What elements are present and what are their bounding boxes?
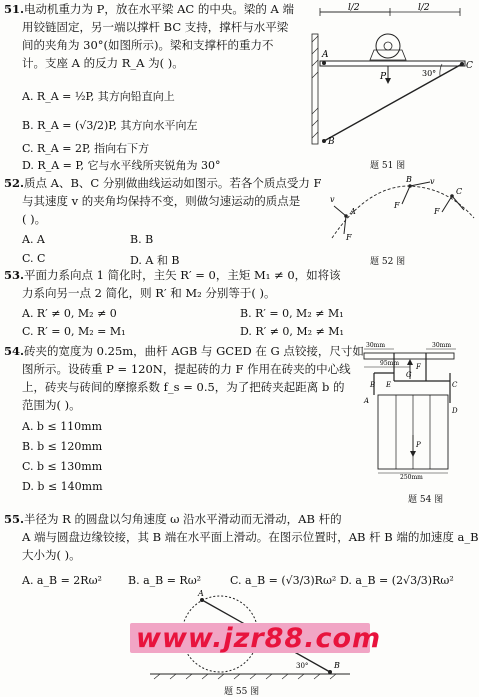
- fig51-label-angle: 30°: [422, 69, 437, 78]
- q51-option-d: D. R_A = P, 它与水平线所夹锐角为 30°: [22, 159, 221, 172]
- fig54-dim-1: 30mm: [366, 342, 386, 349]
- fig54-dim-3: 95mm: [380, 360, 400, 367]
- q54-number: 54.: [4, 344, 25, 358]
- fig52-label-f3: F: [434, 207, 440, 216]
- fig52-label-v2: v: [430, 177, 435, 186]
- fig54-caption: 题 54 图: [408, 495, 444, 505]
- q54-option-a: A. b ≤ 110mm: [22, 420, 103, 433]
- q51-option-b: B. R_A = (√3/2)P, 其方向水平向左: [22, 119, 198, 132]
- q52-option-d: D. A 和 B: [130, 254, 180, 267]
- q53-line-1: 53.平面力系向点 1 简化时，主矢 R′ = 0，主矩 M₁ ≠ 0，如将该: [4, 268, 341, 282]
- fig52-label-a: A: [350, 207, 356, 216]
- q52-number: 52.: [4, 176, 25, 190]
- fig55-label-b: B: [334, 661, 340, 670]
- q55-option-d: D. a_B = (2√3/3)Rω²: [340, 574, 454, 587]
- fig51-label-l1: l/2: [348, 3, 360, 13]
- q52-line-1: 52.质点 A、B、C 分别做曲线运动如图示。若各个质点受力 F: [4, 176, 322, 190]
- fig52-diagram: [326, 175, 476, 248]
- fig51-label-c: C: [466, 61, 473, 71]
- fig51-label-l2: l/2: [418, 3, 430, 13]
- q51-line-4: 计。支座 A 的反力 R_A 为( )。: [22, 56, 184, 70]
- fig52-label-c: C: [456, 187, 463, 196]
- q55-option-b: B. a_B = Rω²: [128, 574, 202, 587]
- fig51-label-a: A: [322, 50, 329, 60]
- q52-option-c: C. C: [22, 252, 46, 265]
- fig54-label-p: P: [416, 441, 421, 449]
- fig55-label-a: A: [198, 589, 204, 598]
- fig52-label-f1: F: [346, 233, 352, 242]
- watermark-text: www.jzr88.com: [136, 623, 382, 654]
- q53-option-d: D. R′ ≠ 0, M₂ ≠ M₁: [240, 325, 344, 338]
- q54-line-2: 图所示。设砖重 P = 120N，提起砖的力 F 作用在砖夹的中心线: [22, 362, 351, 376]
- fig54-label-a: A: [364, 397, 370, 405]
- q54-line-3: 上，砖夹与砖间的摩擦系数 f_s = 0.5，为了把砖夹起距离 b 的: [22, 380, 345, 394]
- q54-line-4: 范围为( )。: [22, 398, 81, 412]
- watermark-banner: [130, 623, 382, 654]
- q55-number: 55.: [4, 512, 25, 526]
- q52-option-b: B. B: [130, 233, 154, 246]
- q54-option-b: B. b ≤ 120mm: [22, 440, 103, 453]
- q51-line-3: 间的夹角为 30°(如图所示)。梁和支撑杆的重力不: [22, 38, 274, 52]
- q55-option-c: C. a_B = (√3/3)Rω²: [230, 574, 337, 587]
- fig54-label-e: E: [386, 381, 392, 389]
- q54-option-d: D. b ≤ 140mm: [22, 480, 103, 493]
- q52-line-3: ( )。: [22, 212, 47, 226]
- fig51-diagram: [310, 3, 473, 154]
- q54-line-1: 54.砖夹的宽度为 0.25m，曲杆 AGB 与 GCED 在 G 点铰接，尺寸如: [4, 344, 364, 358]
- q53-line-2: 力系向另一点 2 简化，则 R′ 和 M₂ 分别等于( )。: [22, 286, 276, 300]
- q51-option-c: C. R_A = 2P, 指向右下方: [22, 142, 150, 155]
- fig55-caption: 题 55 图: [224, 687, 260, 697]
- q52-line-2: 与其速度 v 的夹角均保持不变，则做匀速运动的质点是: [22, 194, 301, 208]
- q51-number: 51.: [4, 2, 25, 16]
- fig52-label-b: B: [406, 175, 412, 184]
- fig52-label-f2: F: [394, 201, 400, 210]
- q53-option-b: B. R′ = 0, M₂ ≠ M₁: [240, 307, 344, 320]
- fig51-caption: 题 51 图: [370, 161, 406, 171]
- q53-number: 53.: [4, 268, 25, 282]
- fig52-label-v1: v: [330, 195, 335, 204]
- q55-line-2: A 端与圆盘边缘铰接，其 B 端在水平面上滑动。在图示位置时，AB 杆 B 端的加速度 a_B: [22, 530, 479, 544]
- fig51-label-p: P: [380, 72, 387, 82]
- q51-option-a: A. R_A = ½P, 其方向铅直向上: [22, 90, 175, 103]
- fig54-label-f: F: [416, 363, 421, 371]
- fig54-diagram: [360, 342, 470, 481]
- fig51-label-b: B: [328, 137, 335, 147]
- q51-line-1: 51.电动机重力为 P，放在水平梁 AC 的中央。梁的 A 端: [4, 2, 294, 16]
- q55-option-a: A. a_B = 2Rω²: [22, 574, 102, 587]
- q53-option-a: A. R′ ≠ 0, M₂ ≠ 0: [22, 307, 117, 320]
- q55-line-3: 大小为( )。: [22, 548, 81, 562]
- fig55-label-angle: 30°: [296, 662, 309, 670]
- fig54-dim-2: 30mm: [432, 342, 452, 349]
- fig52-caption: 题 52 图: [370, 257, 406, 267]
- q51-line-2: 用铰链固定，另一端以撑杆 BC 支持，撑杆与水平梁: [22, 20, 289, 34]
- fig54-label-b: B: [370, 381, 376, 389]
- fig54-label-c: C: [452, 381, 458, 389]
- q52-option-a: A. A: [22, 233, 45, 246]
- fig54-label-d: D: [452, 407, 458, 415]
- fig54-dim-4: 250mm: [400, 474, 423, 481]
- q53-option-c: C. R′ = 0, M₂ = M₁: [22, 325, 126, 338]
- q54-option-c: C. b ≤ 130mm: [22, 460, 103, 473]
- q55-line-1: 55.半径为 R 的圆盘以匀角速度 ω 沿水平滑动而无滑动，AB 杆的: [4, 512, 342, 526]
- fig54-label-g: G: [406, 371, 412, 379]
